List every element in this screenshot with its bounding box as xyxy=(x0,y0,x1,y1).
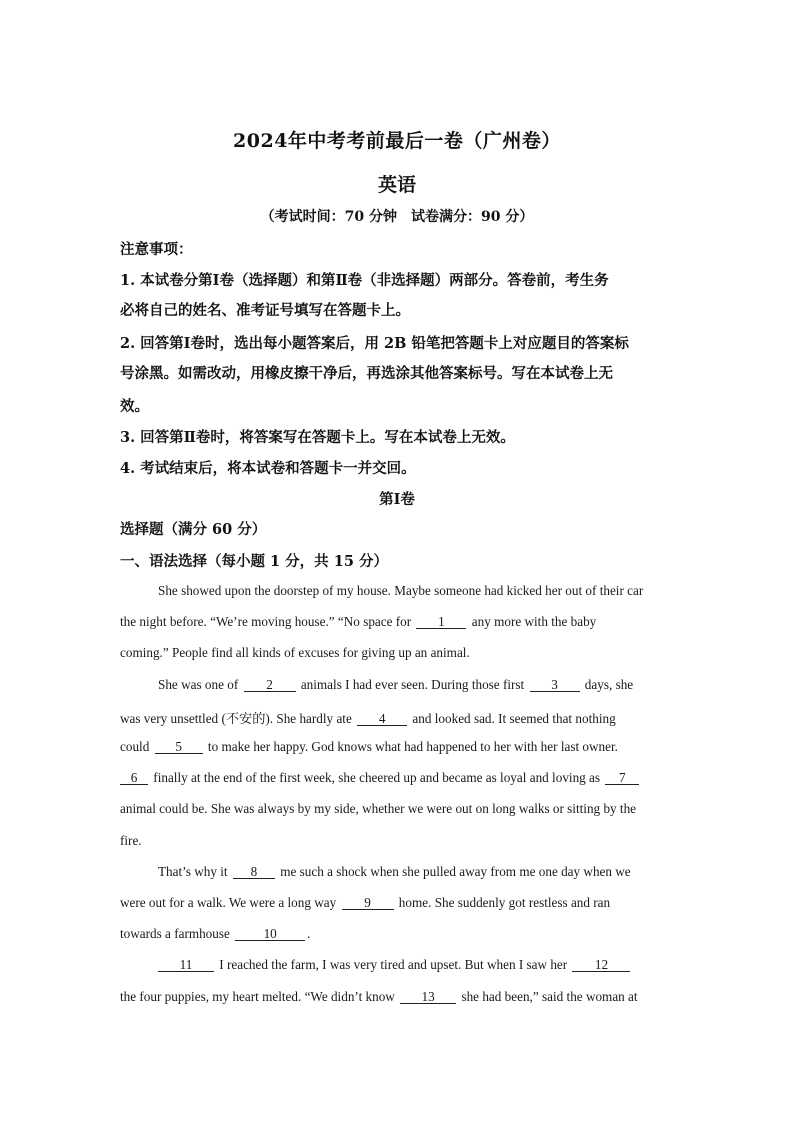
answer-blank-3[interactable]: 3 xyxy=(530,678,580,692)
answer-blank-5[interactable]: 5 xyxy=(155,740,203,754)
note-2-line-1: 2. 回答第Ⅰ卷时，选出每小题答案后，用 2B 铅笔把答题卡上对应题目的答案标 xyxy=(120,335,629,352)
note-2-line-3: 效。 xyxy=(120,398,149,415)
part-1-heading: 一、语法选择（每小题 1 分，共 15 分） xyxy=(120,553,388,570)
subject-title: 英语 xyxy=(377,174,416,196)
passage-text: and looked sad. It seemed that nothing xyxy=(412,711,616,726)
passage-text: me such a shock when she pulled away from me one day when we xyxy=(280,864,631,879)
passage-text: home. She suddenly got restless and ran xyxy=(398,895,611,910)
answer-blank-9[interactable]: 9 xyxy=(342,896,394,910)
passage-text: could xyxy=(120,739,150,754)
passage-line xyxy=(120,708,616,727)
notes-heading: 注意事项： xyxy=(120,241,193,258)
passage-line: animal could be. She was always by my side, whether we were out on long walks or sitting by the xyxy=(120,801,637,816)
passage-line xyxy=(120,895,610,911)
passage-text: finally at the end of the first week, she cheered up and became as loyal and loving as xyxy=(153,770,601,785)
answer-blank-4[interactable]: 4 xyxy=(357,712,407,726)
passage-text: to make her happy. God knows what had happened to her with her last owner. xyxy=(207,739,618,754)
passage-line xyxy=(120,614,596,630)
note-4: 4. 考试结束后，将本试卷和答题卡一并交回。 xyxy=(120,460,416,477)
choice-heading: 选择题（满分 60 分） xyxy=(120,521,267,538)
passage-line xyxy=(120,739,618,755)
passage-line xyxy=(120,989,638,1005)
answer-blank-8[interactable]: 8 xyxy=(233,865,275,879)
exam-meta: （考试时间：70 分钟 试卷满分：90 分） xyxy=(260,209,534,225)
passage-text: animals I had ever seen. During those first xyxy=(300,677,525,692)
exam-title: 2024年中考考前最后一卷（广州卷） xyxy=(233,130,561,152)
passage-text: the four puppies, my heart melted. “We didn’t know xyxy=(120,989,395,1004)
volume-heading: 第Ⅰ卷 xyxy=(379,491,415,508)
answer-blank-2[interactable]: 2 xyxy=(244,678,296,692)
answer-blank-12[interactable]: 12 xyxy=(572,958,630,972)
passage-text: the night before. “We’re moving house.” “No space for xyxy=(120,614,412,629)
passage-line: She showed upon the doorstep of my house. Maybe someone had kicked her out of their car xyxy=(158,583,644,598)
note-1-line-2: 必将自己的姓名、准考证号填写在答题卡上。 xyxy=(120,302,410,319)
answer-blank-1[interactable]: 1 xyxy=(416,615,466,629)
passage-text: . xyxy=(307,926,311,941)
passage-text: towards a farmhouse xyxy=(120,926,230,941)
answer-blank-10[interactable]: 10 xyxy=(235,927,305,941)
passage-line xyxy=(158,957,632,973)
passage-line xyxy=(120,926,310,942)
passage-text: days, she xyxy=(584,677,634,692)
answer-blank-6[interactable]: 6 xyxy=(120,771,148,785)
passage-text: were out for a walk. We were a long way xyxy=(120,895,337,910)
answer-blank-11[interactable]: 11 xyxy=(158,958,214,972)
passage-line xyxy=(158,864,631,880)
passage-text: That’s why it xyxy=(158,864,228,879)
passage-line: fire. xyxy=(120,833,142,848)
answer-blank-13[interactable]: 13 xyxy=(400,990,456,1004)
passage-text: any more with the baby xyxy=(471,614,597,629)
passage-text: She was one of xyxy=(158,677,239,692)
passage-text: was very unsettled (不安的). She hardly ate xyxy=(120,711,352,726)
answer-blank-7[interactable]: 7 xyxy=(605,771,639,785)
note-1-line-1: 1. 本试卷分第Ⅰ卷（选择题）和第Ⅱ卷（非选择题）两部分。答卷前，考生务 xyxy=(120,272,609,289)
passage-line xyxy=(120,770,641,786)
note-3: 3. 回答第Ⅱ卷时，将答案写在答题卡上。写在本试卷上无效。 xyxy=(120,429,515,446)
passage-line: coming.” People find all kinds of excuses for giving up an animal. xyxy=(120,645,470,660)
passage-line xyxy=(158,677,633,693)
passage-text: I reached the farm, I was very tired and upset. But when I saw her xyxy=(219,957,568,972)
passage-text: she had been,” said the woman at xyxy=(461,989,638,1004)
note-2-line-2: 号涂黑。如需改动，用橡皮擦干净后，再选涂其他答案标号。写在本试卷上无 xyxy=(120,365,613,382)
